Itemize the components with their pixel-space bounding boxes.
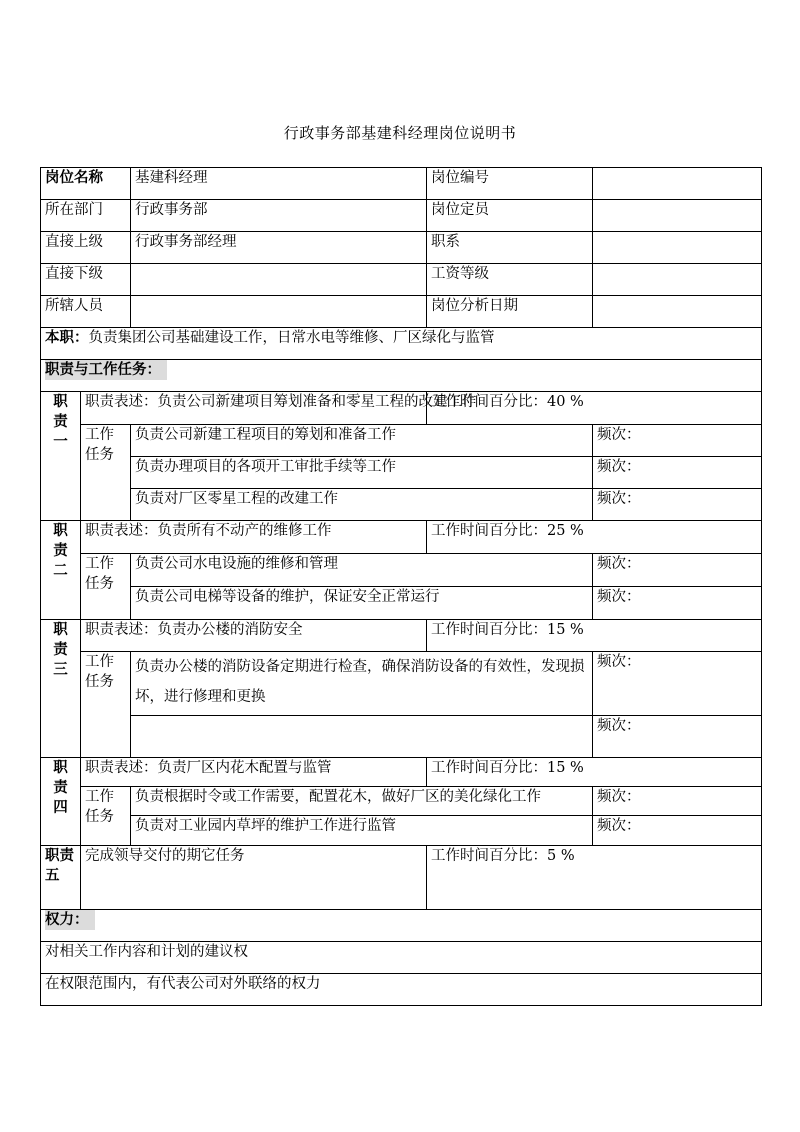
position-code-value — [593, 168, 762, 200]
powers-header: 权力： — [45, 910, 95, 930]
duty-5-row — [41, 846, 762, 910]
info-row — [41, 200, 762, 232]
duty-4-label — [41, 758, 81, 846]
power-row — [41, 974, 762, 1006]
task-text — [131, 716, 593, 758]
duty-label-char: 职 — [53, 759, 68, 776]
task-text: 负责对工业园内草坪的维护工作进行监管 — [131, 816, 593, 846]
task-row — [41, 652, 762, 716]
duty-label-char: 责 — [53, 413, 68, 430]
duty-label-char: 四 — [53, 799, 68, 816]
duty-time-percent: 工作时间百分比：25 % — [427, 521, 762, 554]
duty-time-percent: 工作时间百分比：40 % — [427, 392, 762, 425]
duty-label-char: 责 — [53, 641, 68, 658]
info-row — [41, 232, 762, 264]
info-row — [41, 264, 762, 296]
job-description-table — [40, 167, 762, 1006]
position-name-value: 基建科经理 — [131, 168, 427, 200]
duty-statement-row — [41, 392, 762, 425]
power-item: 在权限范围内，有代表公司对外联络的权力 — [41, 974, 762, 1006]
position-code-label: 岗位编号 — [427, 168, 593, 200]
task-row — [41, 716, 762, 758]
duty-5-label — [41, 846, 81, 910]
duty-label-char: 三 — [53, 661, 68, 678]
staff-value — [131, 296, 427, 328]
task-frequency: 频次： — [593, 652, 762, 716]
info-row — [41, 168, 762, 200]
job-series-label: 职系 — [427, 232, 593, 264]
work-label-line: 任务 — [85, 809, 114, 825]
duty-statement-row — [41, 758, 762, 787]
task-frequency: 频次： — [593, 554, 762, 587]
task-frequency: 频次： — [593, 716, 762, 758]
duty-statement: 职责表述：负责办公楼的消防安全 — [81, 620, 427, 652]
duty-label-char: 二 — [53, 562, 68, 579]
duties-header: 职责与工作任务： — [45, 360, 167, 380]
work-label-line: 工作 — [85, 427, 114, 443]
work-label-line: 工作 — [85, 789, 114, 805]
work-task-label — [81, 787, 131, 846]
staff-label: 所辖人员 — [41, 296, 131, 328]
duty-label-line: 五 — [45, 867, 60, 884]
job-series-value — [593, 232, 762, 264]
superior-value: 行政事务部经理 — [131, 232, 427, 264]
duty-time-percent: 工作时间百分比：15 % — [427, 758, 762, 787]
duty-time-percent: 工作时间百分比：5 % — [427, 846, 762, 910]
task-row — [41, 587, 762, 620]
duty-label-char: 职 — [53, 522, 68, 539]
duty-3-label — [41, 620, 81, 758]
salary-grade-value — [593, 264, 762, 296]
duty-5-text: 完成领导交付的期它任务 — [81, 846, 427, 910]
task-text: 负责办理项目的各项开工审批手续等工作 — [131, 457, 593, 489]
main-duty-text: 负责集团公司基础建设工作，日常水电等维修、厂区绿化与监管 — [88, 330, 495, 346]
task-frequency: 频次： — [593, 457, 762, 489]
duties-header-row — [41, 360, 762, 392]
duties-header-cell — [41, 360, 762, 392]
position-name-label: 岗位名称 — [41, 168, 131, 200]
subordinate-label: 直接下级 — [41, 264, 131, 296]
work-task-label — [81, 554, 131, 620]
duty-statement: 职责表述：负责厂区内花木配置与监管 — [81, 758, 427, 787]
power-item: 对相关工作内容和计划的建议权 — [41, 942, 762, 974]
salary-grade-label: 工资等级 — [427, 264, 593, 296]
info-row — [41, 296, 762, 328]
duty-label-char: 职 — [53, 621, 68, 638]
duty-time-percent: 工作时间百分比：15 % — [427, 620, 762, 652]
task-row — [41, 554, 762, 587]
task-text: 负责公司水电设施的维修和管理 — [131, 554, 593, 587]
task-row — [41, 489, 762, 521]
duty-statement: 职责表述：负责公司新建项目筹划准备和零星工程的改建工作 — [81, 392, 427, 425]
duty-statement-row — [41, 620, 762, 652]
work-label-line: 任务 — [85, 447, 114, 463]
powers-header-row — [41, 910, 762, 942]
duty-statement: 职责表述：负责所有不动产的维修工作 — [81, 521, 427, 554]
analysis-date-value — [593, 296, 762, 328]
duty-label-char: 责 — [53, 779, 68, 796]
task-text: 负责对厂区零星工程的改建工作 — [131, 489, 593, 521]
task-row — [41, 816, 762, 846]
powers-header-cell — [41, 910, 762, 942]
department-label: 所在部门 — [41, 200, 131, 232]
task-text: 负责办公楼的消防设备定期进行检查，确保消防设备的有效性，发现损坏，进行修理和更换 — [131, 652, 593, 716]
duty-label-char: 职 — [53, 393, 68, 410]
subordinate-value — [131, 264, 427, 296]
duty-1-label — [41, 392, 81, 521]
duty-statement-row — [41, 521, 762, 554]
work-task-label — [81, 425, 131, 521]
duty-label-line: 职责 — [45, 847, 74, 864]
department-value: 行政事务部 — [131, 200, 427, 232]
task-frequency: 频次： — [593, 816, 762, 846]
task-frequency: 频次： — [593, 425, 762, 457]
duty-label-char: 责 — [53, 542, 68, 559]
task-frequency: 频次： — [593, 587, 762, 620]
power-row — [41, 942, 762, 974]
task-frequency: 频次： — [593, 787, 762, 816]
work-label-line: 工作 — [85, 654, 114, 670]
main-duty-label: 本职： — [45, 329, 89, 346]
task-row — [41, 457, 762, 489]
duty-2-label — [41, 521, 81, 620]
duty-label-char: 一 — [53, 433, 68, 450]
task-text: 负责公司新建工程项目的筹划和准备工作 — [131, 425, 593, 457]
work-label-line: 任务 — [85, 674, 114, 690]
staffing-label: 岗位定员 — [427, 200, 593, 232]
work-label-line: 工作 — [85, 556, 114, 572]
document-title: 行政事务部基建科经理岗位说明书 — [283, 124, 517, 142]
superior-label: 直接上级 — [41, 232, 131, 264]
work-task-label — [81, 652, 131, 758]
main-duty-cell — [41, 328, 762, 360]
staffing-value — [593, 200, 762, 232]
analysis-date-label: 岗位分析日期 — [427, 296, 593, 328]
main-duty-row — [41, 328, 762, 360]
task-frequency: 频次： — [593, 489, 762, 521]
task-text: 负责公司电梯等设备的维护，保证安全正常运行 — [131, 587, 593, 620]
work-label-line: 任务 — [85, 576, 114, 592]
task-row — [41, 425, 762, 457]
task-row — [41, 787, 762, 816]
task-text: 负责根据时令或工作需要，配置花木，做好厂区的美化绿化工作 — [131, 787, 593, 816]
